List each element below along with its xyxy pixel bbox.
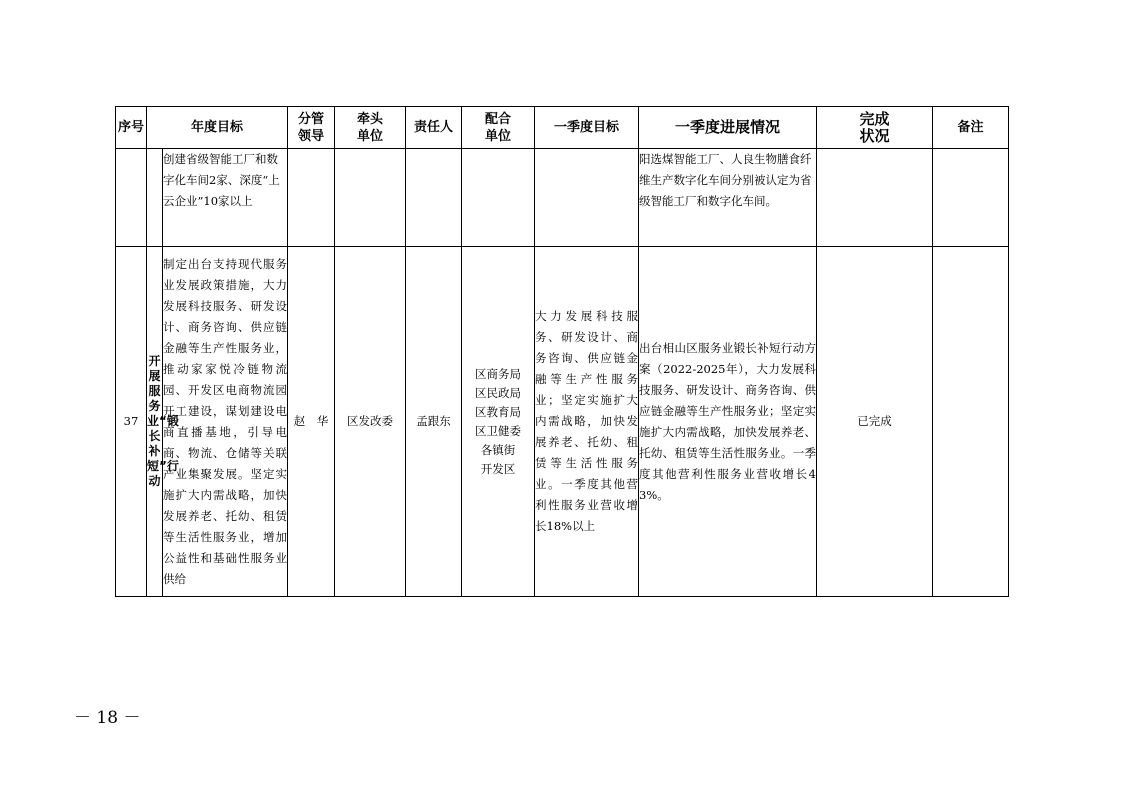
- cell-annual-goal: 创建省级智能工厂和数字化车间2家、深度“上云企业”10家以上: [163, 149, 288, 247]
- cell-campaign: 开展服务业“锻长补短”行动: [147, 247, 163, 597]
- cell-status: 已完成: [817, 247, 933, 597]
- cell-cooperating: 区商务局 区民政局 区教育局 区卫健委 各镇街 开发区: [462, 247, 535, 597]
- cell-q1-progress: 出台相山区服务业锻长补短行动方案（2022-2025年），大力发展科技服务、研发设计、商务咨询、供应链金融等生产性服务业；坚定实施扩大内需战略，加快发展养老、托幼、租赁等生活性服务业。一季度其他营利性服务业营收增长43%。: [639, 247, 817, 597]
- cell-responsible: 孟跟东: [406, 247, 462, 597]
- header-lead-unit: 牵头 单位: [335, 107, 406, 149]
- cell-campaign: [147, 149, 163, 247]
- header-supervisor: 分管 领导: [288, 107, 335, 149]
- header-responsible: 责任人: [406, 107, 462, 149]
- work-plan-table: [115, 106, 1009, 597]
- header-remarks: 备注: [933, 107, 1009, 149]
- cell-supervisor: 赵 华: [288, 247, 335, 597]
- header-annual-goal: 年度目标: [147, 107, 288, 149]
- cell-annual-goal: 制定出台支持现代服务业发展政策措施，大力发展科技服务、研发设计、商务咨询、供应链金融等生产性服务业，推动家家悦冷链物流园、开发区电商物流园开工建设，谋划建设电商直播基地，引导电商、物流、仓储等关联产业集聚发展。坚定实施扩大内需战略，加快发展养老、托幼、租赁等生活性服务业，增加公益性和基础性服务业供给: [163, 247, 288, 597]
- page-number: － 18 －: [74, 708, 141, 728]
- cell-status: [817, 149, 933, 247]
- cell-lead-unit: [335, 149, 406, 247]
- header-cooperating: 配合 单位: [462, 107, 535, 149]
- cell-q1-progress: 阳选煤智能工厂、人良生物膳食纤维生产数字化车间分别被认定为省级智能工厂和数字化车间。: [639, 149, 817, 247]
- table-row-37: [116, 247, 1009, 597]
- cell-remarks: [933, 247, 1009, 597]
- table-row-continued: [116, 149, 1009, 247]
- header-row: [116, 107, 1009, 149]
- cell-responsible: [406, 149, 462, 247]
- header-q1-progress: 一季度进展情况: [639, 107, 817, 149]
- header-q1-goal: 一季度目标: [535, 107, 639, 149]
- cell-cooperating: [462, 149, 535, 247]
- header-status: 完成 状况: [817, 107, 933, 149]
- cell-q1-goal: [535, 149, 639, 247]
- cell-seq: 37: [116, 247, 147, 597]
- cell-supervisor: [288, 149, 335, 247]
- cell-lead-unit: 区发改委: [335, 247, 406, 597]
- cell-seq: [116, 149, 147, 247]
- cell-remarks: [933, 149, 1009, 247]
- header-seq: 序号: [116, 107, 147, 149]
- cell-q1-goal: 大力发展科技服务、研发设计、商务咨询、供应链金融等生产性服务业；坚定实施扩大内需战略，加快发展养老、托幼、租赁等生活性服务业。一季度其他营利性服务业营收增长18%以上: [535, 247, 639, 597]
